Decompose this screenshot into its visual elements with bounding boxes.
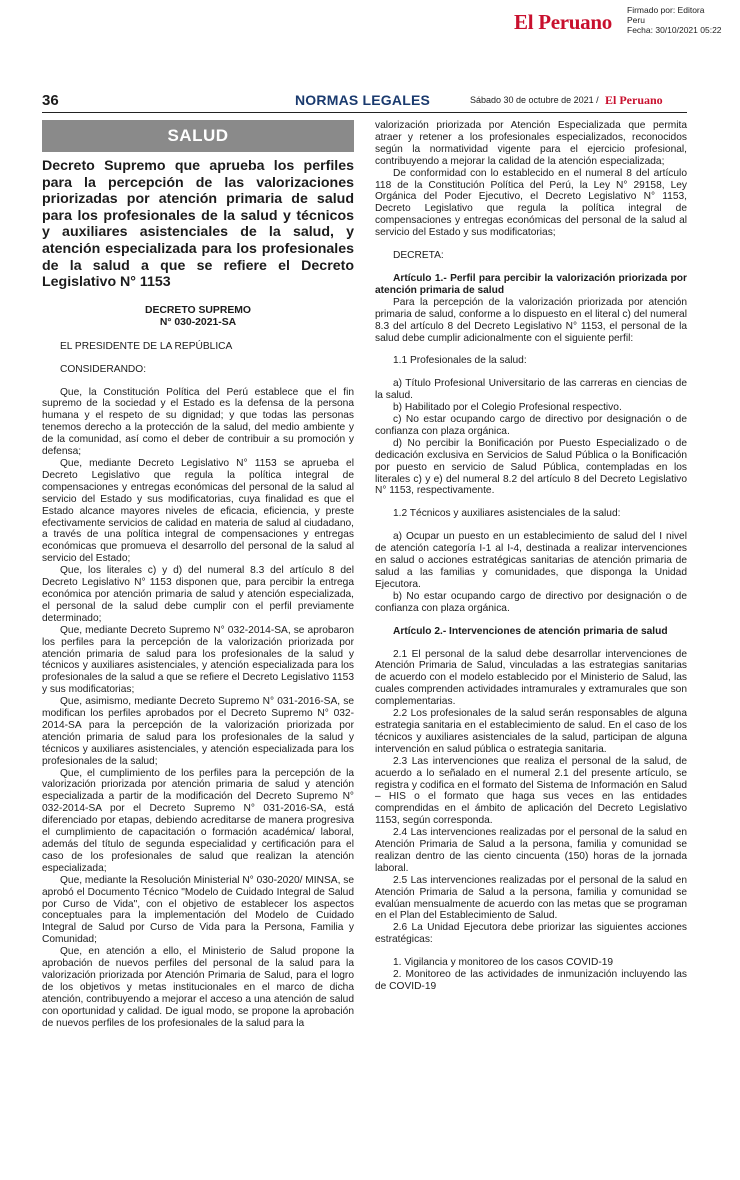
decreta-label: DECRETA: — [393, 250, 444, 262]
right-column — [375, 120, 687, 993]
paragraph: Que, mediante Decreto Supremo N° 032-2014-SA, se aprobaron los perfiles para la percepción de la valorización priorizada por atención primaria de salud para los profesionales de la salud y técnicos y auxiliares asistenciales, y atención especializada para los profesionales de la salud a que se refiere el Decreto Legislativo 1153 y sus modificatorias; — [42, 624, 354, 696]
paragraph: Que, asimismo, mediante Decreto Supremo N° 031-2016-SA, se modifican los perfiles aprobados por el Decreto Supremo N° 032-2014-SA para la percepción de la valorización priorizada por atención primaria de salud para los profesionales de la salud y técnicos y auxiliares asistenciales, y atención especializada para los profesionales de la salud; — [42, 696, 354, 767]
el-peruano-logo: El Peruano — [514, 10, 612, 34]
paragraph: Que, los literales c) y d) del numeral 8.3 del artículo 8 del Decreto Legislativo N° 1153 disponen que, para percibir la entrega económica por atención primaria de salud y atención especializada, el personal de la salud debe cumplir con el perfil previamente determinado; — [42, 565, 354, 624]
subsection-heading: 1.2 Técnicos y auxiliares asistenciales de la salud: — [393, 508, 621, 520]
list-item: d) No percibir la Bonificación por Puesto Especializado o de dedicación exclusiva en Servicios de Salud Pública o la Bonificación por puesto en servicio de Salud Pública, contempladas en los literales c) y e) del numeral 8.2 del artículo 8 del Decreto Legislativo N° 1153, respectivamente. — [375, 437, 687, 497]
article-1-heading: Artículo 1.- Perfil para percibir la valorización priorizada por atención primaria de salud — [375, 272, 687, 296]
decree-label: DECRETO SUPREMO — [144, 304, 252, 316]
paragraph: 2.2 Los profesionales de la salud serán responsables de alguna estrategia sanitaria en el establecimiento de salud. En el caso de los técnicos y auxiliares asistenciales de la salud, participan de alguna intervención en salud pública o estrategia sanitaria. — [375, 708, 687, 755]
subsection-heading: 1.1 Profesionales de la salud: — [393, 355, 527, 367]
paragraph: De conformidad con lo establecido en el numeral 8 del artículo 118 de la Constitución Política del Perú, la Ley N° 29158, Ley Orgánica del Poder Ejecutivo, el Decreto Legislativo N° 1153, Decreto Legislativo que regula la política integral de compensaciones y entregas económicas del personal de la salud al servicio del Estado y sus modificatorias; — [375, 167, 687, 239]
president-line: EL PRESIDENTE DE LA REPÚBLICA — [60, 340, 233, 352]
paragraph: Que, en atención a ello, el Ministerio de Salud propone la aprobación de nuevos perfiles del personal de la salud para la valorización priorizada por Atención Primaria de Salud, para el logro de los objetivos y metas institucionales en el marco de dicha atención, contribuyendo a mejorar el acceso a una atención de salud con oportunidad y calidad. De igual modo, se propone la aprobación de nuevos perfiles de los profesionales de la salud para la — [42, 946, 354, 1029]
article-2-heading: Artículo 2.- Intervenciones de atención primaria de salud — [393, 625, 668, 637]
paragraph: Para la percepción de la valorización priorizada por atención primaria de salud, conforme a lo dispuesto en el literal c) del numeral 8.3 del artículo 8 del Decreto Legislativo N° 1153, el personal de la salud debe cumplir adicionalmente con el siguiente perfil: — [375, 296, 687, 344]
paragraph: 2.1 El personal de la salud debe desarrollar intervenciones de Atención Primaria de Salud, vinculadas a las estrategias sanitarias de acuerdo con el modelo establecido por el Ministerio de Salud, las cuales comprenden actividades intramurales y extramurales que son complementarias. — [375, 648, 687, 708]
list-item: b) Habilitado por el Colegio Profesional respectivo. — [393, 402, 622, 414]
publication-date: Sábado 30 de octubre de 2021 / — [470, 95, 599, 105]
list-item: b) No estar ocupando cargo de directivo por designación o de confianza con plaza orgánica. — [375, 590, 687, 614]
paragraph: 2.6 La Unidad Ejecutora debe priorizar las siguientes acciones estratégicas: — [375, 922, 687, 946]
section-label: SALUD — [42, 120, 354, 152]
left-column — [42, 120, 354, 1030]
list-item: 1. Vigilancia y monitoreo de los casos COVID-19 — [393, 957, 614, 969]
signature-line: Peru — [627, 15, 645, 25]
paragraph: Que, el cumplimiento de los perfiles para la percepción de la valorización priorizada por atención primaria de salud y atención especializada a partir de la modificación del Decreto Supremo N° 032-2014-SA por el Decreto Supremo N° 031-2016-SA, está diferenciado por etapas, debiendo acreditarse de manera progresiva el cumplimiento de capacitación o formación académica/ laboral, además del título de segunda especialidad y certificación para el caso de los profesionales de salud que realizan la atención especializada; — [42, 767, 354, 874]
paragraph: valorización priorizada por Atención Especializada que permita atraer y retener a los profesionales especializados, reconocidos según la normatividad vigente para el ejercicio profesional, contribuyendo a mejorar la calidad de la atención especializada; — [375, 120, 687, 167]
signature-line: Firmado por: Editora — [627, 5, 705, 15]
paragraph: 2.4 Las intervenciones realizadas por el personal de la salud en Atención Primaria de Salud a la persona, familia y comunidad se realizan dentro de las ciento cincuenta (150) horas de la jornada laboral. — [375, 827, 687, 874]
section-title: NORMAS LEGALES — [295, 92, 431, 108]
signature-line: Fecha: 30/10/2021 05:22 — [627, 25, 722, 35]
paragraph: Que, mediante la Resolución Ministerial N° 030-2020/ MINSA, se aprobó el Documento Técnico "Modelo de Cuidado Integral de Salud por Curso de Vida", con el objetivo de establecer los aspectos conceptuales para la implementación del Modelo de Cuidado Integral de Salud por Curso de Vida para la Persona, Familia y Comunidad; — [42, 874, 354, 946]
list-item: a) Título Profesional Universitario de las carreras en ciencias de la salud. — [375, 378, 687, 402]
page-number: 36 — [42, 92, 59, 109]
page-header — [42, 90, 687, 113]
digital-signature — [627, 5, 722, 35]
decree-number: N° 030-2021-SA — [159, 316, 237, 328]
list-item: a) Ocupar un puesto en un establecimiento de salud del I nivel de atención categoría I-1 al I-4, destinada a realizar intervenciones en salud o acciones estratégicas sanitarias de atención primaria de salud a las familias y comunidades, que disponga la Unidad Ejecutora. — [375, 531, 687, 590]
paragraph: 2.5 Las intervenciones realizadas por el personal de la salud en Atención Primaria de Salud a la persona, familia y comunidad se evalúan mensualmente de acuerdo con las metas que se programan en el Plan del Establecimiento de Salud. — [375, 874, 687, 922]
list-item: c) No estar ocupando cargo de directivo por designación o de confianza con plaza orgánica. — [375, 414, 687, 437]
list-item: 2. Monitoreo de las actividades de inmunización incluyendo las de COVID-19 — [375, 969, 687, 992]
decree-heading — [42, 305, 354, 329]
paragraph: Que, mediante Decreto Legislativo N° 1153 se aprueba el Decreto Legislativo que regula la política integral de compensaciones y entregas económicas del personal de la salud al servicio del Estado y sus modificatorias, cuya finalidad es que el Estado alcance mayores niveles de eficacia, eficiencia, y preste efectivamente servicios de calidad en materia de salud al ciudadano, a través de una política integral de compensaciones y entregas económicas que promueva el desarrollo del personal de la salud al servicio del Estado; — [42, 458, 354, 565]
paragraph: Que, la Constitución Política del Perú establece que el fin supremo de la sociedad y el Estado es la defensa de la persona humana y el respeto de su dignidad; y que todas las personas tenemos derecho a la protección de la salud, del medio ambiente y de la comunidad, así como el deber de contribuir a su promoción y defensa; — [42, 386, 354, 458]
paragraph: 2.3 Las intervenciones que realiza el personal de la salud, de acuerdo a lo señalado en el numeral 2.1 del presente artículo, se registra y codifica en el formato del Sistema de Información en Salud – HIS o el formato que haga sus veces en las entidades comprendidas en el ámbito de aplicación del Decreto Legislativo 1153, según corresponda. — [375, 755, 687, 827]
masthead — [0, 0, 740, 60]
decree-title: Decreto Supremo que aprueba los perfiles para la percepción de las valorizaciones priorizadas por atención primaria de salud para los profesionales de la salud y técnicos y auxiliares asistenciales de la salud, y atención especializada para los profesionales de la salud a que se refiere el Decreto Legislativo N° 1153 — [42, 158, 354, 291]
considering-label: CONSIDERANDO: — [60, 363, 147, 375]
header-brand: El Peruano — [605, 93, 663, 107]
